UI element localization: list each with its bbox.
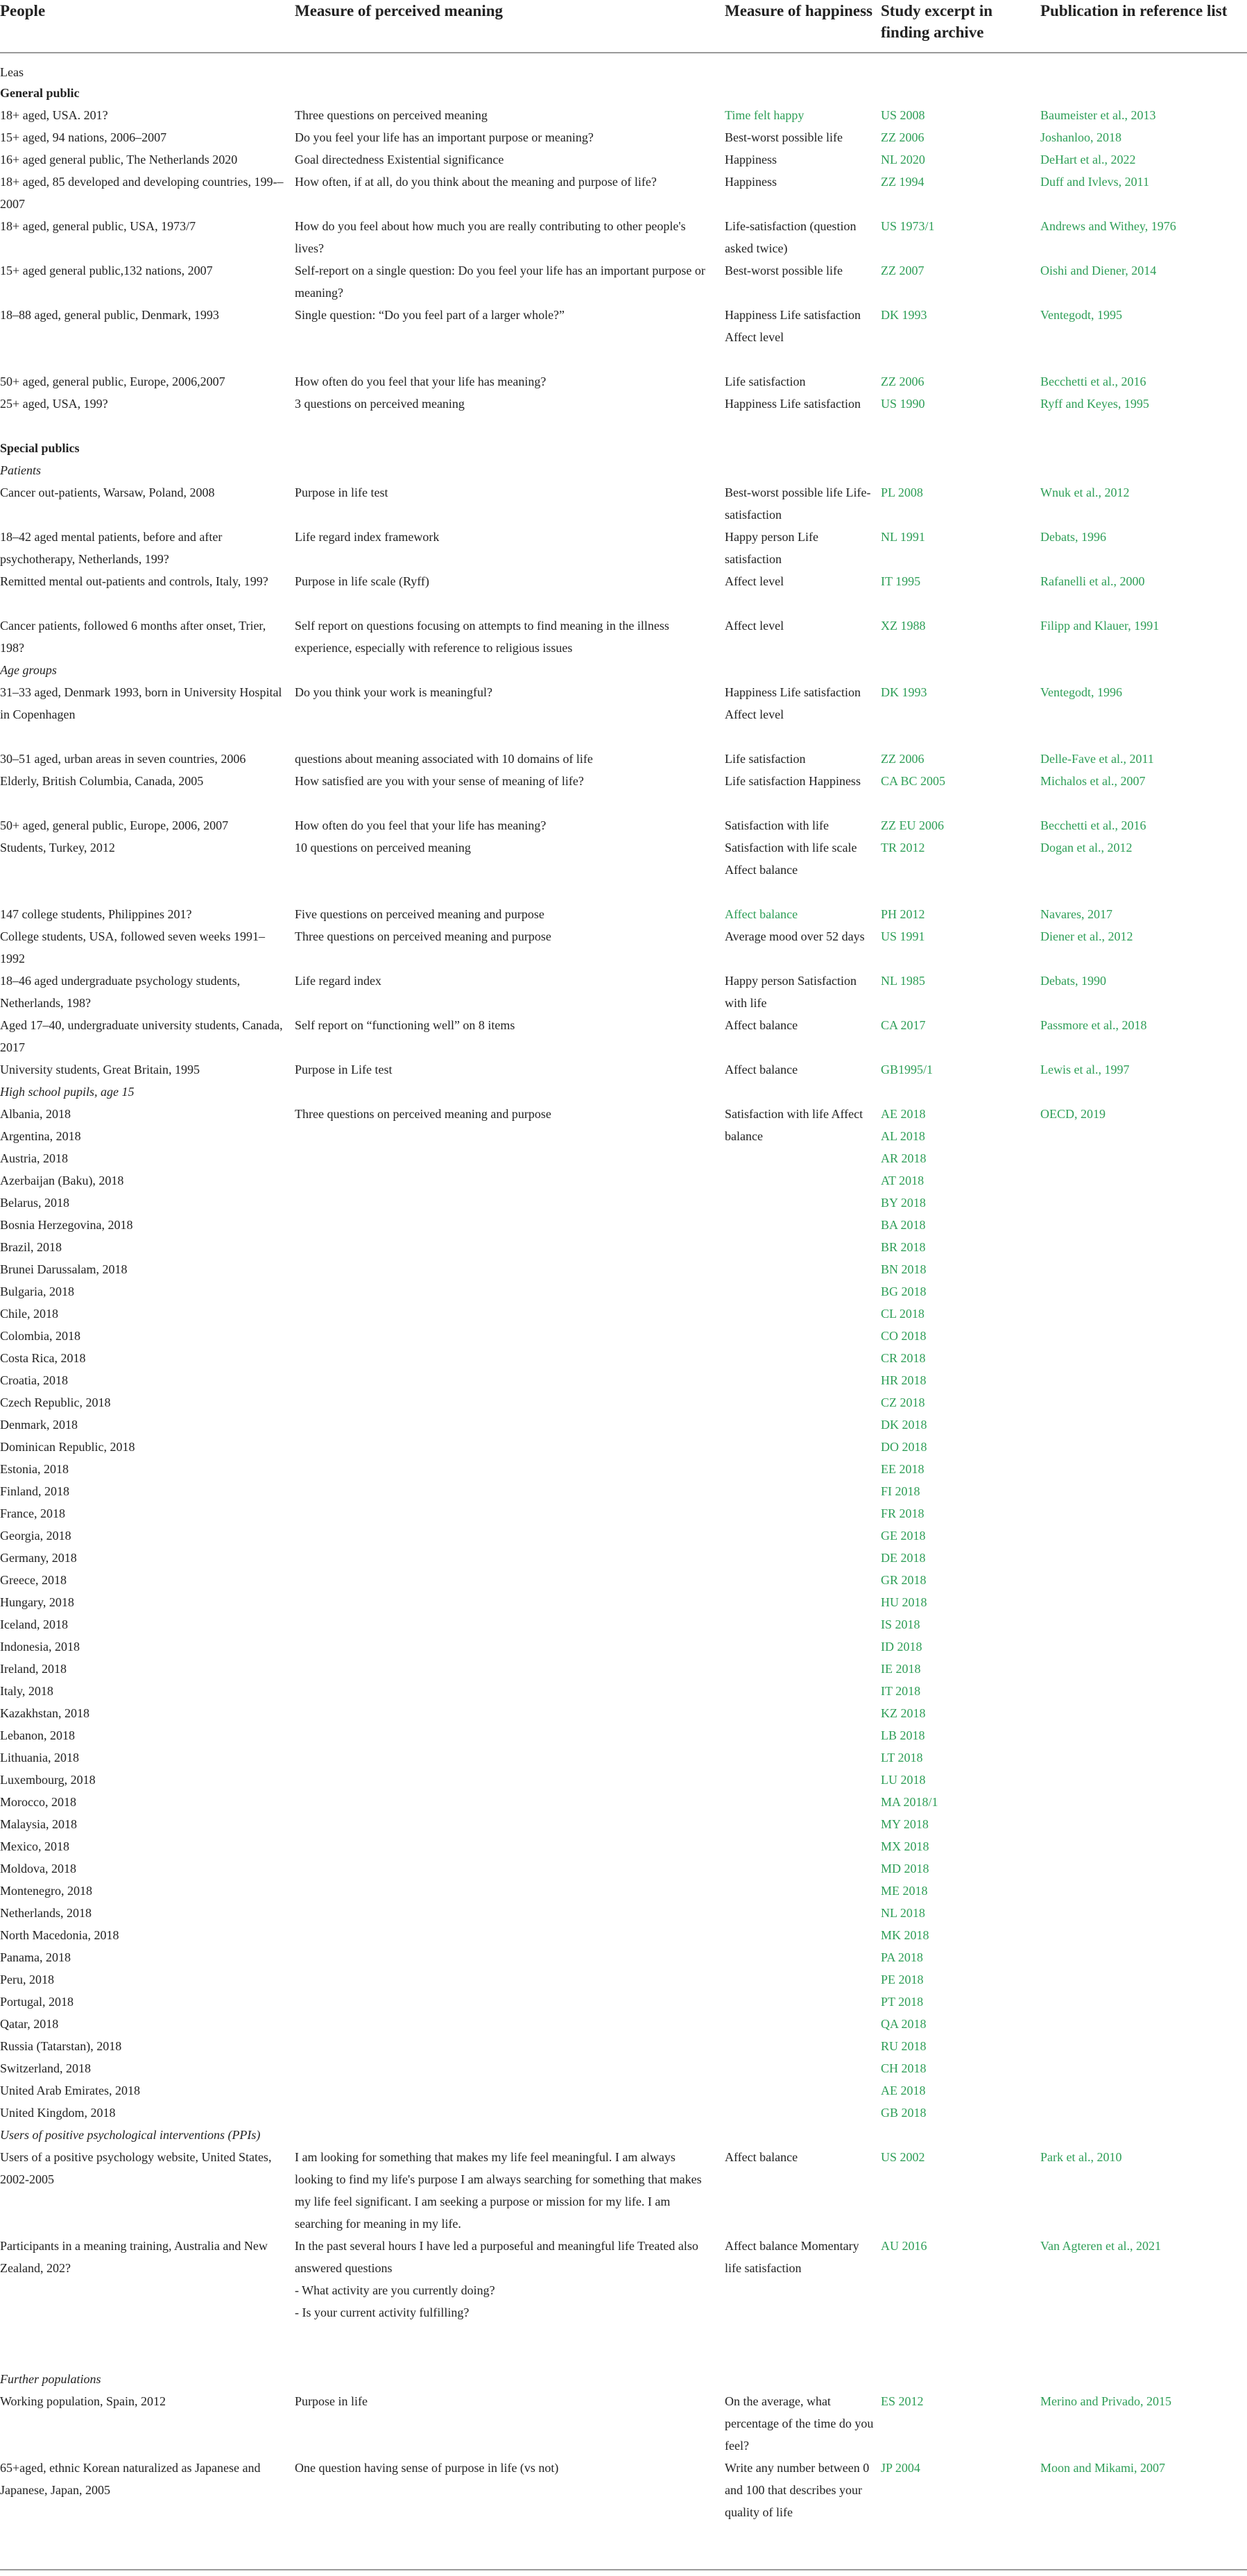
cell-publication[interactable]: Lewis et al., 1997 [1040,1063,1130,1076]
cell-people: Indonesia, 2018 [0,1640,80,1654]
cell-people: Students, Turkey, 2012 [0,841,115,855]
cell-meaning: Three questions on perceived meaning [295,108,488,122]
cell-meaning: Self-report on a single question: Do you feel your life has an important purpose or meaning? [295,264,705,300]
cell-people: Mexico, 2018 [0,1839,69,1853]
cell-study-excerpt[interactable]: NL 1991 [881,530,925,544]
cell-people: Germany, 2018 [0,1551,77,1565]
cell-study-excerpt[interactable]: ZZ 2007 [881,264,925,277]
cell-study-excerpt[interactable]: GR 2018 [881,1573,927,1587]
cell-people: Hungary, 2018 [0,1595,74,1609]
cell-study-excerpt[interactable]: EE 2018 [881,1462,925,1476]
cell-people: Lebanon, 2018 [0,1728,75,1742]
cell-people: North Macedonia, 2018 [0,1928,119,1942]
cell-happiness: Life satisfaction Happiness [725,774,861,788]
cell-meaning: Purpose in life test [295,486,388,499]
cell-study-excerpt[interactable]: MX 2018 [881,1839,929,1853]
cell-publication[interactable]: Becchetti et al., 2016 [1040,375,1146,388]
cell-study-excerpt[interactable]: PL 2008 [881,486,923,499]
cell-study-excerpt[interactable]: NL 2018 [881,1906,925,1920]
cell-publication[interactable]: Oishi and Diener, 2014 [1040,264,1157,277]
cell-people: Cancer patients, followed 6 months after onset, Trier, 198? [0,619,266,655]
cell-people: Finland, 2018 [0,1484,70,1498]
cell-people: Participants in a meaning training, Australia and New Zealand, 202? [0,2239,268,2275]
cell-study-excerpt[interactable]: ES 2012 [881,2394,924,2408]
cell-happiness: Affect balance [725,1018,798,1032]
header-publication: Publication in reference list [1040,2,1228,19]
cell-study-excerpt[interactable]: TR 2012 [881,841,925,855]
cell-publication[interactable]: Park et al., 2010 [1040,2150,1122,2164]
cell-happiness: Life satisfaction [725,752,806,766]
cell-study-excerpt[interactable]: AU 2016 [881,2239,927,2253]
cell-meaning: questions about meaning associated with 10 domains of life [295,752,593,766]
cell-study-excerpt[interactable]: DE 2018 [881,1551,926,1565]
cell-people: Chile, 2018 [0,1307,58,1321]
cell-study-excerpt[interactable]: AR 2018 [881,1151,927,1165]
cell-happiness: Life satisfaction [725,375,806,388]
cell-happiness: Average mood over 52 days [725,929,865,943]
cell-people: 18–46 aged undergraduate psychology students, Netherlands, 198? [0,974,241,1010]
cell-study-excerpt[interactable]: DK 1993 [881,685,927,699]
cell-meaning: Do you feel your life has an important purpose or meaning? [295,130,594,144]
cell-happiness: Affect balance Momentary life satisfaction [725,2239,859,2275]
cell-study-excerpt[interactable]: BR 2018 [881,1240,926,1254]
cell-study-excerpt[interactable]: US 1991 [881,929,925,943]
cell-people: Malaysia, 2018 [0,1817,77,1831]
cell-people: 18+ aged, general public, USA, 1973/7 [0,219,196,233]
cell-people: United Kingdom, 2018 [0,2106,116,2120]
cell-people: Qatar, 2018 [0,2017,59,2031]
cell-study-excerpt[interactable]: IE 2018 [881,1662,921,1676]
cell-study-excerpt[interactable]: AE 2018 [881,1107,926,1121]
cell-people: Albania, 2018 [0,1107,71,1121]
cell-study-excerpt[interactable]: CR 2018 [881,1351,926,1365]
cell-people: 15+ aged general public,132 nations, 2007 [0,264,213,277]
cell-publication[interactable]: Wnuk et al., 2012 [1040,486,1130,499]
cell-meaning: Purpose in Life test [295,1063,393,1076]
cell-study-excerpt[interactable]: DK 1993 [881,308,927,322]
cell-publication[interactable]: Delle-Fave et al., 2011 [1040,752,1154,766]
cell-happiness: Affect level [725,574,784,588]
cell-people: Kazakhstan, 2018 [0,1706,89,1720]
subsection-heading: High school pupils, age 15 [0,1085,135,1099]
cell-meaning: 3 questions on perceived meaning [295,397,465,411]
cell-happiness: Affect level [725,619,784,633]
cell-study-excerpt[interactable]: AL 2018 [881,1129,925,1143]
cell-meaning: Five questions on perceived meaning and purpose [295,907,544,921]
cell-study-excerpt[interactable]: CO 2018 [881,1329,927,1343]
cell-happiness: Best-worst possible life Life-satisfaction [725,486,871,522]
cell-study-excerpt[interactable]: FI 2018 [881,1484,920,1498]
cell-people: University students, Great Britain, 1995 [0,1063,200,1076]
section-heading: Special publics [0,441,80,455]
cell-people: Elderly, British Columbia, Canada, 2005 [0,774,204,788]
cell-study-excerpt[interactable]: CZ 2018 [881,1396,925,1409]
cell-study-excerpt[interactable]: MA 2018/1 [881,1795,938,1809]
cell-publication[interactable]: Debats, 1996 [1040,530,1106,544]
cell-people: Working population, Spain, 2012 [0,2394,166,2408]
cell-study-excerpt[interactable]: ME 2018 [881,1884,928,1898]
cell-people: 18–42 aged mental patients, before and after psychotherapy, Netherlands, 199? [0,530,223,566]
cell-people: Azerbaijan (Baku), 2018 [0,1174,124,1187]
cell-people: 31–33 aged, Denmark 1993, born in University Hospital in Copenhagen [0,685,282,721]
cell-study-excerpt[interactable]: GE 2018 [881,1529,926,1543]
cell-study-excerpt[interactable]: IS 2018 [881,1617,920,1631]
header-happiness: Measure of happiness [725,2,872,19]
cell-people: Italy, 2018 [0,1684,53,1698]
cell-publication[interactable]: Passmore et al., 2018 [1040,1018,1147,1032]
cell-people: Moldova, 2018 [0,1862,76,1875]
cell-meaning: How often, if at all, do you think about the meaning and purpose of life? [295,175,657,189]
cell-people: Estonia, 2018 [0,1462,69,1476]
cell-happiness: Best-worst possible life [725,264,843,277]
cell-people: Netherlands, 2018 [0,1906,92,1920]
cell-people: Russia (Tatarstan), 2018 [0,2039,122,2053]
cell-people: Lithuania, 2018 [0,1751,79,1764]
cell-study-excerpt[interactable]: CH 2018 [881,2061,927,2075]
cell-study-excerpt[interactable]: HR 2018 [881,1373,927,1387]
cell-people: Brunei Darussalam, 2018 [0,1262,128,1276]
cell-people: 30–51 aged, urban areas in seven countries, 2006 [0,752,246,766]
cell-study-excerpt[interactable]: GB1995/1 [881,1063,934,1076]
cell-people: 16+ aged general public, The Netherlands 2020 [0,153,238,166]
cell-study-excerpt[interactable]: US 1973/1 [881,219,935,233]
cell-people: 50+ aged, general public, Europe, 2006, 2007 [0,818,229,832]
cell-publication[interactable]: DeHart et al., 2022 [1040,153,1136,166]
cell-people: Bosnia Herzegovina, 2018 [0,1218,133,1232]
cell-people: Austria, 2018 [0,1151,68,1165]
cell-people: Morocco, 2018 [0,1795,76,1809]
header-people: People [0,2,46,19]
section-heading: General public [0,86,80,100]
cell-publication[interactable]: Dogan et al., 2012 [1040,841,1133,855]
header-study: Study excerpt in finding archive [881,2,992,41]
cell-publication[interactable]: Ryff and Keyes, 1995 [1040,397,1149,411]
cell-meaning: How often do you feel that your life has meaning? [295,818,547,832]
bottom-rule [0,2569,1247,2570]
cell-publication[interactable]: Joshanloo, 2018 [1040,130,1121,144]
cell-people: Denmark, 2018 [0,1418,78,1432]
cell-meaning: Three questions on perceived meaning and purpose [295,1107,551,1121]
cell-meaning: Purpose in life [295,2394,368,2408]
cell-meaning: Purpose in life scale (Ryff) [295,574,429,588]
cell-meaning: I am looking for something that makes my life feel meaningful. I am always looking to find my life's purpose I am always searching for something that makes my life feel significant. I am seeking a purpose or mission for my life. I am searching for meaning in my life. [295,2150,702,2231]
cell-people: Montenegro, 2018 [0,1884,92,1898]
cell-happiness: Best-worst possible life [725,130,843,144]
cell-people: Cancer out-patients, Warsaw, Poland, 2008 [0,486,215,499]
cell-people: 18–88 aged, general public, Denmark, 1993 [0,308,219,322]
cell-people: Brazil, 2018 [0,1240,62,1254]
cell-people: 18+ aged, USA. 201? [0,108,108,122]
subsection-heading: Further populations [0,2372,101,2386]
cell-people: Greece, 2018 [0,1573,67,1587]
cell-study-excerpt[interactable]: US 2008 [881,108,925,122]
cell-meaning: One question having sense of purpose in life (vs not) [295,2461,559,2475]
cell-people: Peru, 2018 [0,1973,54,1986]
cell-people: Costa Rica, 2018 [0,1351,86,1365]
cell-study-excerpt[interactable]: PE 2018 [881,1973,924,1986]
cell-happiness: Happiness Life satisfaction [725,397,861,411]
cell-happiness: Affect balance [725,907,798,921]
cell-study-excerpt[interactable]: KZ 2018 [881,1706,926,1720]
cell-study-excerpt[interactable]: DO 2018 [881,1440,927,1454]
cell-meaning: Single question: “Do you feel part of a larger whole?” [295,308,565,322]
header-meaning: Measure of perceived meaning [295,2,504,19]
cell-people: Argentina, 2018 [0,1129,81,1143]
cell-people: College students, USA, followed seven weeks 1991–1992 [0,929,265,965]
cell-study-excerpt[interactable]: LB 2018 [881,1728,925,1742]
cell-happiness: Happiness [725,175,777,189]
cell-happiness: Happy person Life satisfaction [725,530,818,566]
cell-people: Georgia, 2018 [0,1529,71,1543]
cell-happiness: Life-satisfaction (question asked twice) [725,219,857,255]
cell-publication[interactable]: Debats, 1990 [1040,974,1106,988]
cell-people: Colombia, 2018 [0,1329,80,1343]
cell-study-excerpt[interactable]: BN 2018 [881,1262,927,1276]
cell-happiness: Affect balance [725,2150,798,2164]
header-rule [0,52,1247,53]
cell-people: Bulgaria, 2018 [0,1285,74,1298]
cell-study-excerpt[interactable]: IT 1995 [881,574,921,588]
cell-people: 18+ aged, 85 developed and developing countries, 199-–2007 [0,175,284,211]
cell-publication[interactable]: Filipp and Klauer, 1991 [1040,619,1160,633]
cell-study-excerpt[interactable]: ZZ 2006 [881,752,925,766]
cell-people: Croatia, 2018 [0,1373,68,1387]
cell-study-excerpt[interactable]: CA BC 2005 [881,774,946,788]
cell-publication[interactable]: Moon and Mikami, 2007 [1040,2461,1165,2475]
cell-study-excerpt[interactable]: RU 2018 [881,2039,927,2053]
cell-study-excerpt[interactable]: US 2002 [881,2150,925,2164]
cell-people: Leas [0,65,24,79]
cell-study-excerpt[interactable]: ZZ 1994 [881,175,925,189]
cell-publication[interactable]: Diener et al., 2012 [1040,929,1133,943]
cell-study-excerpt[interactable]: ZZ 2006 [881,130,925,144]
cell-people: Belarus, 2018 [0,1196,69,1210]
cell-study-excerpt[interactable]: NL 1985 [881,974,925,988]
cell-study-excerpt[interactable]: GB 2018 [881,2106,927,2120]
cell-publication[interactable]: Duff and Ivlevs, 2011 [1040,175,1149,189]
cell-meaning: Do you think your work is meaningful? [295,685,492,699]
cell-people: Remitted mental out-patients and controls, Italy, 199? [0,574,268,588]
cell-people: 50+ aged, general public, Europe, 2006,2007 [0,375,225,388]
cell-happiness: Happiness Life satisfaction Affect level [725,308,861,344]
subsection-heading: Patients [0,463,41,477]
cell-study-excerpt[interactable]: MY 2018 [881,1817,929,1831]
subsection-heading: Users of positive psychological interventions (PPIs) [0,2128,261,2142]
cell-people: Czech Republic, 2018 [0,1396,111,1409]
cell-study-excerpt[interactable]: LT 2018 [881,1751,923,1764]
cell-publication[interactable]: Navares, 2017 [1040,907,1112,921]
cell-publication[interactable]: Andrews and Withey, 1976 [1040,219,1176,233]
cell-study-excerpt[interactable]: ID 2018 [881,1640,922,1654]
cell-happiness: Affect balance [725,1063,798,1076]
cell-people: 25+ aged, USA, 199? [0,397,108,411]
cell-study-excerpt[interactable]: ZZ EU 2006 [881,818,944,832]
cell-people: Ireland, 2018 [0,1662,67,1676]
cell-study-excerpt[interactable]: BA 2018 [881,1218,926,1232]
cell-publication[interactable]: Ventegodt, 1996 [1040,685,1122,699]
cell-publication[interactable]: OECD, 2019 [1040,1107,1106,1121]
cell-happiness: Happiness [725,153,777,166]
cell-happiness: Satisfaction with life Affect balance [725,1107,863,1143]
cell-people: Panama, 2018 [0,1950,71,1964]
cell-meaning: Self report on questions focusing on attempts to find meaning in the illness experience, especially with reference to religious issues [295,619,669,655]
cell-happiness: Time felt happy [725,108,805,122]
subsection-heading: Age groups [0,663,57,677]
cell-study-excerpt[interactable]: US 1990 [881,397,925,411]
cell-meaning: Life regard index [295,974,381,988]
cell-meaning: 10 questions on perceived meaning [295,841,471,855]
cell-meaning: How do you feel about how much you are really contributing to other people's lives? [295,219,686,255]
cell-happiness: On the average, what percentage of the time do you feel? [725,2394,874,2453]
cell-happiness: Satisfaction with life scale Affect balance [725,841,857,877]
cell-publication[interactable]: Baumeister et al., 2013 [1040,108,1156,122]
cell-study-excerpt[interactable]: AT 2018 [881,1174,925,1187]
cell-people: Users of a positive psychology website, United States, 2002-2005 [0,2150,272,2186]
cell-meaning: In the past several hours I have led a purposeful and meaningful life Treated also answered questions - What activity are you currently doing? - Is your current activity fulfilling? [295,2239,698,2319]
cell-study-excerpt[interactable]: HU 2018 [881,1595,927,1609]
cell-people: 147 college students, Philippines 201? [0,907,192,921]
cell-people: Dominican Republic, 2018 [0,1440,135,1454]
cell-study-excerpt[interactable]: PT 2018 [881,1995,924,2009]
cell-happiness: Happy person Satisfaction with life [725,974,857,1010]
cell-publication[interactable]: Van Agteren et al., 2021 [1040,2239,1161,2253]
cell-people: Aged 17–40, undergraduate university students, Canada, 2017 [0,1018,283,1054]
cell-study-excerpt[interactable]: CL 2018 [881,1307,925,1321]
cell-meaning: Three questions on perceived meaning and purpose [295,929,551,943]
cell-meaning: How often do you feel that your life has meaning? [295,375,547,388]
cell-meaning: Self report on “functioning well” on 8 items [295,1018,515,1032]
cell-publication[interactable]: Michalos et al., 2007 [1040,774,1146,788]
cell-study-excerpt[interactable]: ZZ 2006 [881,375,925,388]
cell-study-excerpt[interactable]: QA 2018 [881,2017,927,2031]
cell-study-excerpt[interactable]: AE 2018 [881,2084,926,2097]
cell-people: Iceland, 2018 [0,1617,68,1631]
cell-publication[interactable]: Becchetti et al., 2016 [1040,818,1146,832]
cell-study-excerpt[interactable]: BY 2018 [881,1196,926,1210]
cell-study-excerpt[interactable]: PH 2012 [881,907,925,921]
cell-publication[interactable]: Rafanelli et al., 2000 [1040,574,1145,588]
cell-happiness: Write any number between 0 and 100 that describes your quality of life [725,2461,870,2519]
cell-people: 15+ aged, 94 nations, 2006–2007 [0,130,167,144]
cell-happiness: Satisfaction with life [725,818,829,832]
cell-happiness: Happiness Life satisfaction Affect level [725,685,861,721]
cell-people: 65+aged, ethnic Korean naturalized as Japanese and Japanese, Japan, 2005 [0,2461,261,2497]
cell-publication[interactable]: Ventegodt, 1995 [1040,308,1122,322]
cell-study-excerpt[interactable]: MK 2018 [881,1928,929,1942]
cell-people: Switzerland, 2018 [0,2061,91,2075]
cell-study-excerpt[interactable]: IT 2018 [881,1684,921,1698]
cell-people: Luxembourg, 2018 [0,1773,96,1787]
cell-study-excerpt[interactable]: PA 2018 [881,1950,923,1964]
cell-study-excerpt[interactable]: DK 2018 [881,1418,927,1432]
cell-study-excerpt[interactable]: CA 2017 [881,1018,926,1032]
cell-study-excerpt[interactable]: BG 2018 [881,1285,927,1298]
cell-meaning: How satisfied are you with your sense of meaning of life? [295,774,584,788]
cell-people: France, 2018 [0,1506,65,1520]
cell-people: Portugal, 2018 [0,1995,74,2009]
cell-meaning: Life regard index framework [295,530,440,544]
cell-study-excerpt[interactable]: LU 2018 [881,1773,926,1787]
cell-study-excerpt[interactable]: JP 2004 [881,2461,920,2475]
cell-study-excerpt[interactable]: FR 2018 [881,1506,925,1520]
cell-study-excerpt[interactable]: MD 2018 [881,1862,929,1875]
cell-study-excerpt[interactable]: NL 2020 [881,153,925,166]
cell-study-excerpt[interactable]: XZ 1988 [881,619,926,633]
cell-publication[interactable]: Merino and Privado, 2015 [1040,2394,1171,2408]
cell-people: United Arab Emirates, 2018 [0,2084,140,2097]
cell-meaning: Goal directedness Existential significance [295,153,504,166]
